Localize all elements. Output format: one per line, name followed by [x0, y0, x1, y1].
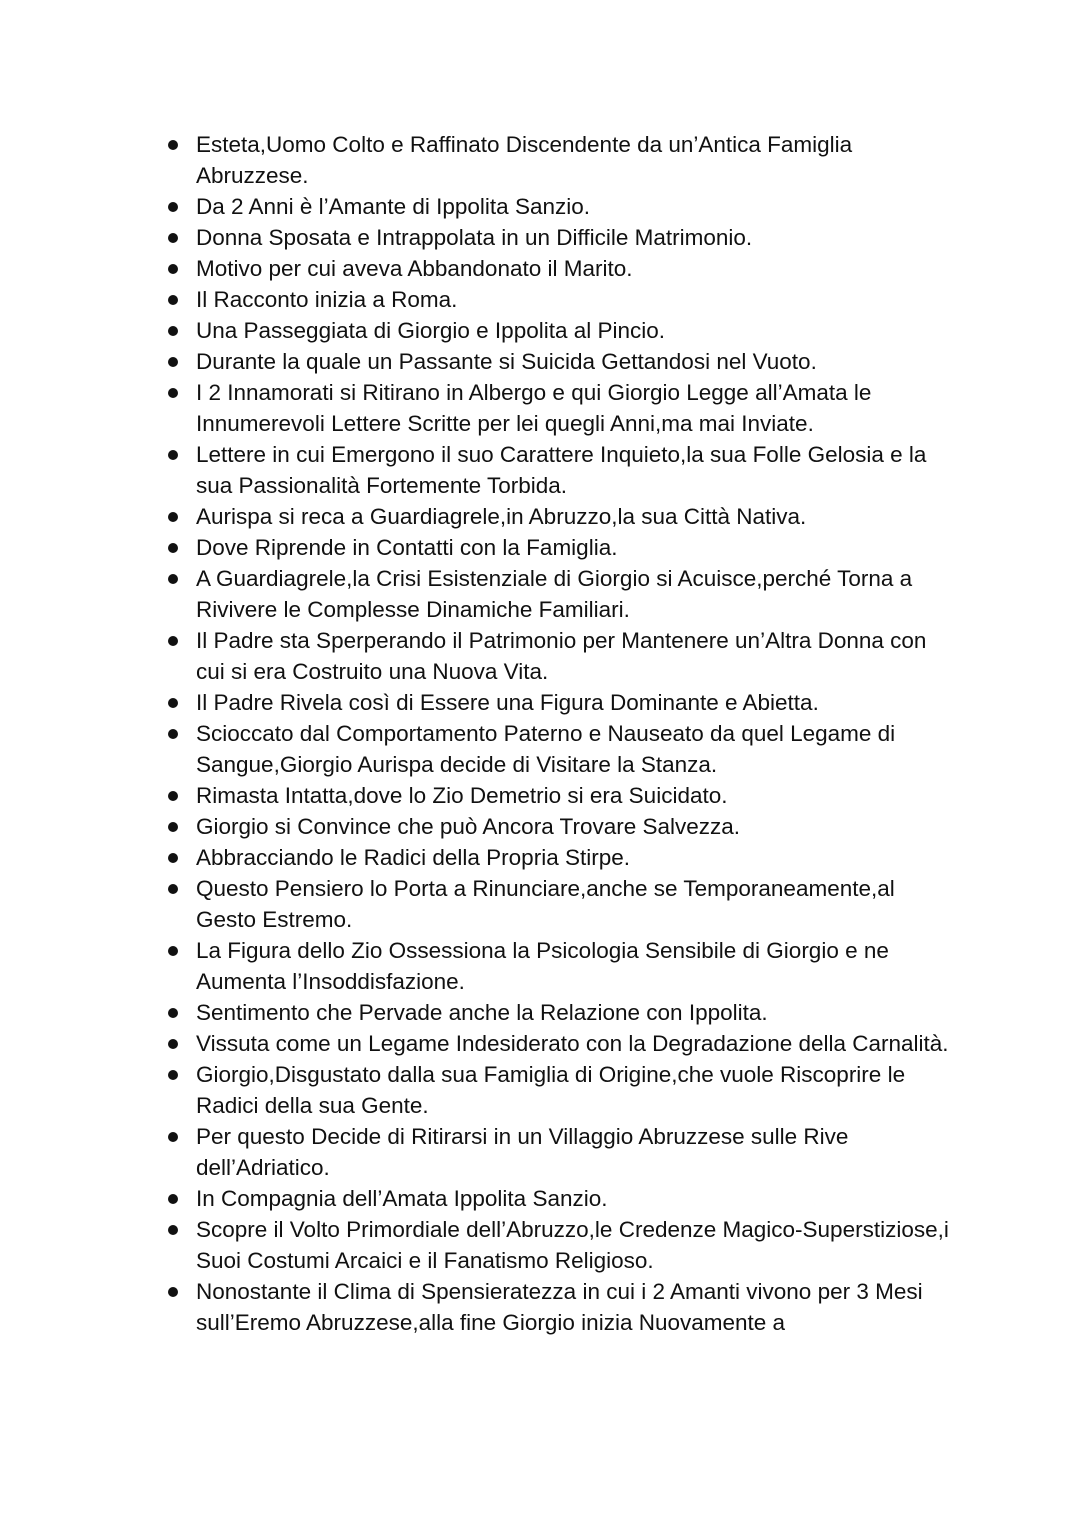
bullet-dot-icon: [168, 357, 178, 367]
bullet-dot-icon: [168, 1039, 178, 1049]
bullet-text: Questo Pensiero lo Porta a Rinunciare,anche se Temporaneamente,al Gesto Estremo.: [196, 876, 895, 932]
bullet-text: Aurispa si reca a Guardiagrele,in Abruzzo,la sua Città Nativa.: [196, 504, 807, 529]
bullet-dot-icon: [168, 822, 178, 832]
bullet-text: Motivo per cui aveva Abbandonato il Marito.: [196, 256, 633, 281]
bullet-list: [196, 129, 956, 1338]
bullet-item: [196, 532, 956, 563]
bullet-item: [196, 625, 956, 687]
bullet-item: [196, 129, 956, 191]
bullet-text: Una Passeggiata di Giorgio e Ippolita al Pincio.: [196, 318, 666, 343]
bullet-item: [196, 1028, 956, 1059]
bullet-dot-icon: [168, 729, 178, 739]
bullet-item: [196, 284, 956, 315]
bullet-item: [196, 346, 956, 377]
bullet-text: Nonostante il Clima di Spensieratezza in cui i 2 Amanti vivono per 3 Mesi sull’Eremo Abruzzese,alla fine Giorgio inizia Nuovamente a: [196, 1279, 923, 1335]
bullet-text: Scioccato dal Comportamento Paterno e Nauseato da quel Legame di Sangue,Giorgio Aurispa decide di Visitare la Stanza.: [196, 721, 896, 777]
bullet-item: [196, 315, 956, 346]
bullet-dot-icon: [168, 946, 178, 956]
bullet-dot-icon: [168, 1008, 178, 1018]
bullet-dot-icon: [168, 326, 178, 336]
bullet-text: Donna Sposata e Intrappolata in un Difficile Matrimonio.: [196, 225, 753, 250]
bullet-item: [196, 842, 956, 873]
bullet-dot-icon: [168, 388, 178, 398]
bullet-text: Per questo Decide di Ritirarsi in un Villaggio Abruzzese sulle Rive dell’Adriatico.: [196, 1124, 849, 1180]
bullet-dot-icon: [168, 295, 178, 305]
bullet-dot-icon: [168, 140, 178, 150]
bullet-dot-icon: [168, 202, 178, 212]
bullet-dot-icon: [168, 636, 178, 646]
bullet-item: [196, 1121, 956, 1183]
bullet-text: Abbracciando le Radici della Propria Stirpe.: [196, 845, 630, 870]
bullet-item: [196, 687, 956, 718]
bullet-dot-icon: [168, 1132, 178, 1142]
bullet-text: Rimasta Intatta,dove lo Zio Demetrio si era Suicidato.: [196, 783, 728, 808]
bullet-dot-icon: [168, 574, 178, 584]
bullet-dot-icon: [168, 512, 178, 522]
bullet-dot-icon: [168, 1194, 178, 1204]
bullet-dot-icon: [168, 1225, 178, 1235]
bullet-text: Giorgio si Convince che può Ancora Trovare Salvezza.: [196, 814, 741, 839]
bullet-dot-icon: [168, 1287, 178, 1297]
bullet-text: La Figura dello Zio Ossessiona la Psicologia Sensibile di Giorgio e ne Aumenta l’Insoddisfazione.: [196, 938, 889, 994]
bullet-item: [196, 718, 956, 780]
bullet-item: [196, 439, 956, 501]
bullet-item: [196, 1059, 956, 1121]
bullet-item: [196, 501, 956, 532]
bullet-dot-icon: [168, 264, 178, 274]
bullet-item: [196, 1276, 956, 1338]
bullet-text: I 2 Innamorati si Ritirano in Albergo e qui Giorgio Legge all’Amata le Innumerevoli Lettere Scritte per lei quegli Anni,ma mai Inviate.: [196, 380, 872, 436]
bullet-text: Esteta,Uomo Colto e Raffinato Discendente da un’Antica Famiglia Abruzzese.: [196, 132, 853, 188]
bullet-text: Lettere in cui Emergono il suo Carattere Inquieto,la sua Folle Gelosia e la sua Passionalità Fortemente Torbida.: [196, 442, 927, 498]
bullet-text: Vissuta come un Legame Indesiderato con la Degradazione della Carnalità.: [196, 1031, 949, 1056]
bullet-dot-icon: [168, 791, 178, 801]
bullet-item: [196, 191, 956, 222]
bullet-dot-icon: [168, 543, 178, 553]
bullet-dot-icon: [168, 1070, 178, 1080]
bullet-text: In Compagnia dell’Amata Ippolita Sanzio.: [196, 1186, 608, 1211]
bullet-item: [196, 377, 956, 439]
bullet-dot-icon: [168, 698, 178, 708]
bullet-item: [196, 780, 956, 811]
bullet-text: Giorgio,Disgustato dalla sua Famiglia di Origine,che vuole Riscoprire le Radici della sua Gente.: [196, 1062, 906, 1118]
bullet-text: Il Racconto inizia a Roma.: [196, 287, 458, 312]
bullet-text: Da 2 Anni è l’Amante di Ippolita Sanzio.: [196, 194, 590, 219]
bullet-dot-icon: [168, 884, 178, 894]
bullet-item: [196, 811, 956, 842]
bullet-text: Sentimento che Pervade anche la Relazione con Ippolita.: [196, 1000, 768, 1025]
bullet-text: Dove Riprende in Contatti con la Famiglia.: [196, 535, 618, 560]
bullet-item: [196, 935, 956, 997]
bullet-item: [196, 563, 956, 625]
bullet-text: Scopre il Volto Primordiale dell’Abruzzo,le Credenze Magico-Superstiziose,i Suoi Costumi Arcaici e il Fanatismo Religioso.: [196, 1217, 949, 1273]
bullet-item: [196, 253, 956, 284]
bullet-text: Durante la quale un Passante si Suicida Gettandosi nel Vuoto.: [196, 349, 817, 374]
bullet-text: Il Padre sta Sperperando il Patrimonio per Mantenere un’Altra Donna con cui si era Costruito una Nuova Vita.: [196, 628, 927, 684]
bullet-item: [196, 1214, 956, 1276]
bullet-item: [196, 997, 956, 1028]
bullet-dot-icon: [168, 853, 178, 863]
bullet-item: [196, 873, 956, 935]
bullet-dot-icon: [168, 233, 178, 243]
bullet-item: [196, 222, 956, 253]
bullet-item: [196, 1183, 956, 1214]
bullet-dot-icon: [168, 450, 178, 460]
bullet-text: A Guardiagrele,la Crisi Esistenziale di Giorgio si Acuisce,perché Torna a Rivivere le Complesse Dinamiche Familiari.: [196, 566, 913, 622]
bullet-text: Il Padre Rivela così di Essere una Figura Dominante e Abietta.: [196, 690, 819, 715]
